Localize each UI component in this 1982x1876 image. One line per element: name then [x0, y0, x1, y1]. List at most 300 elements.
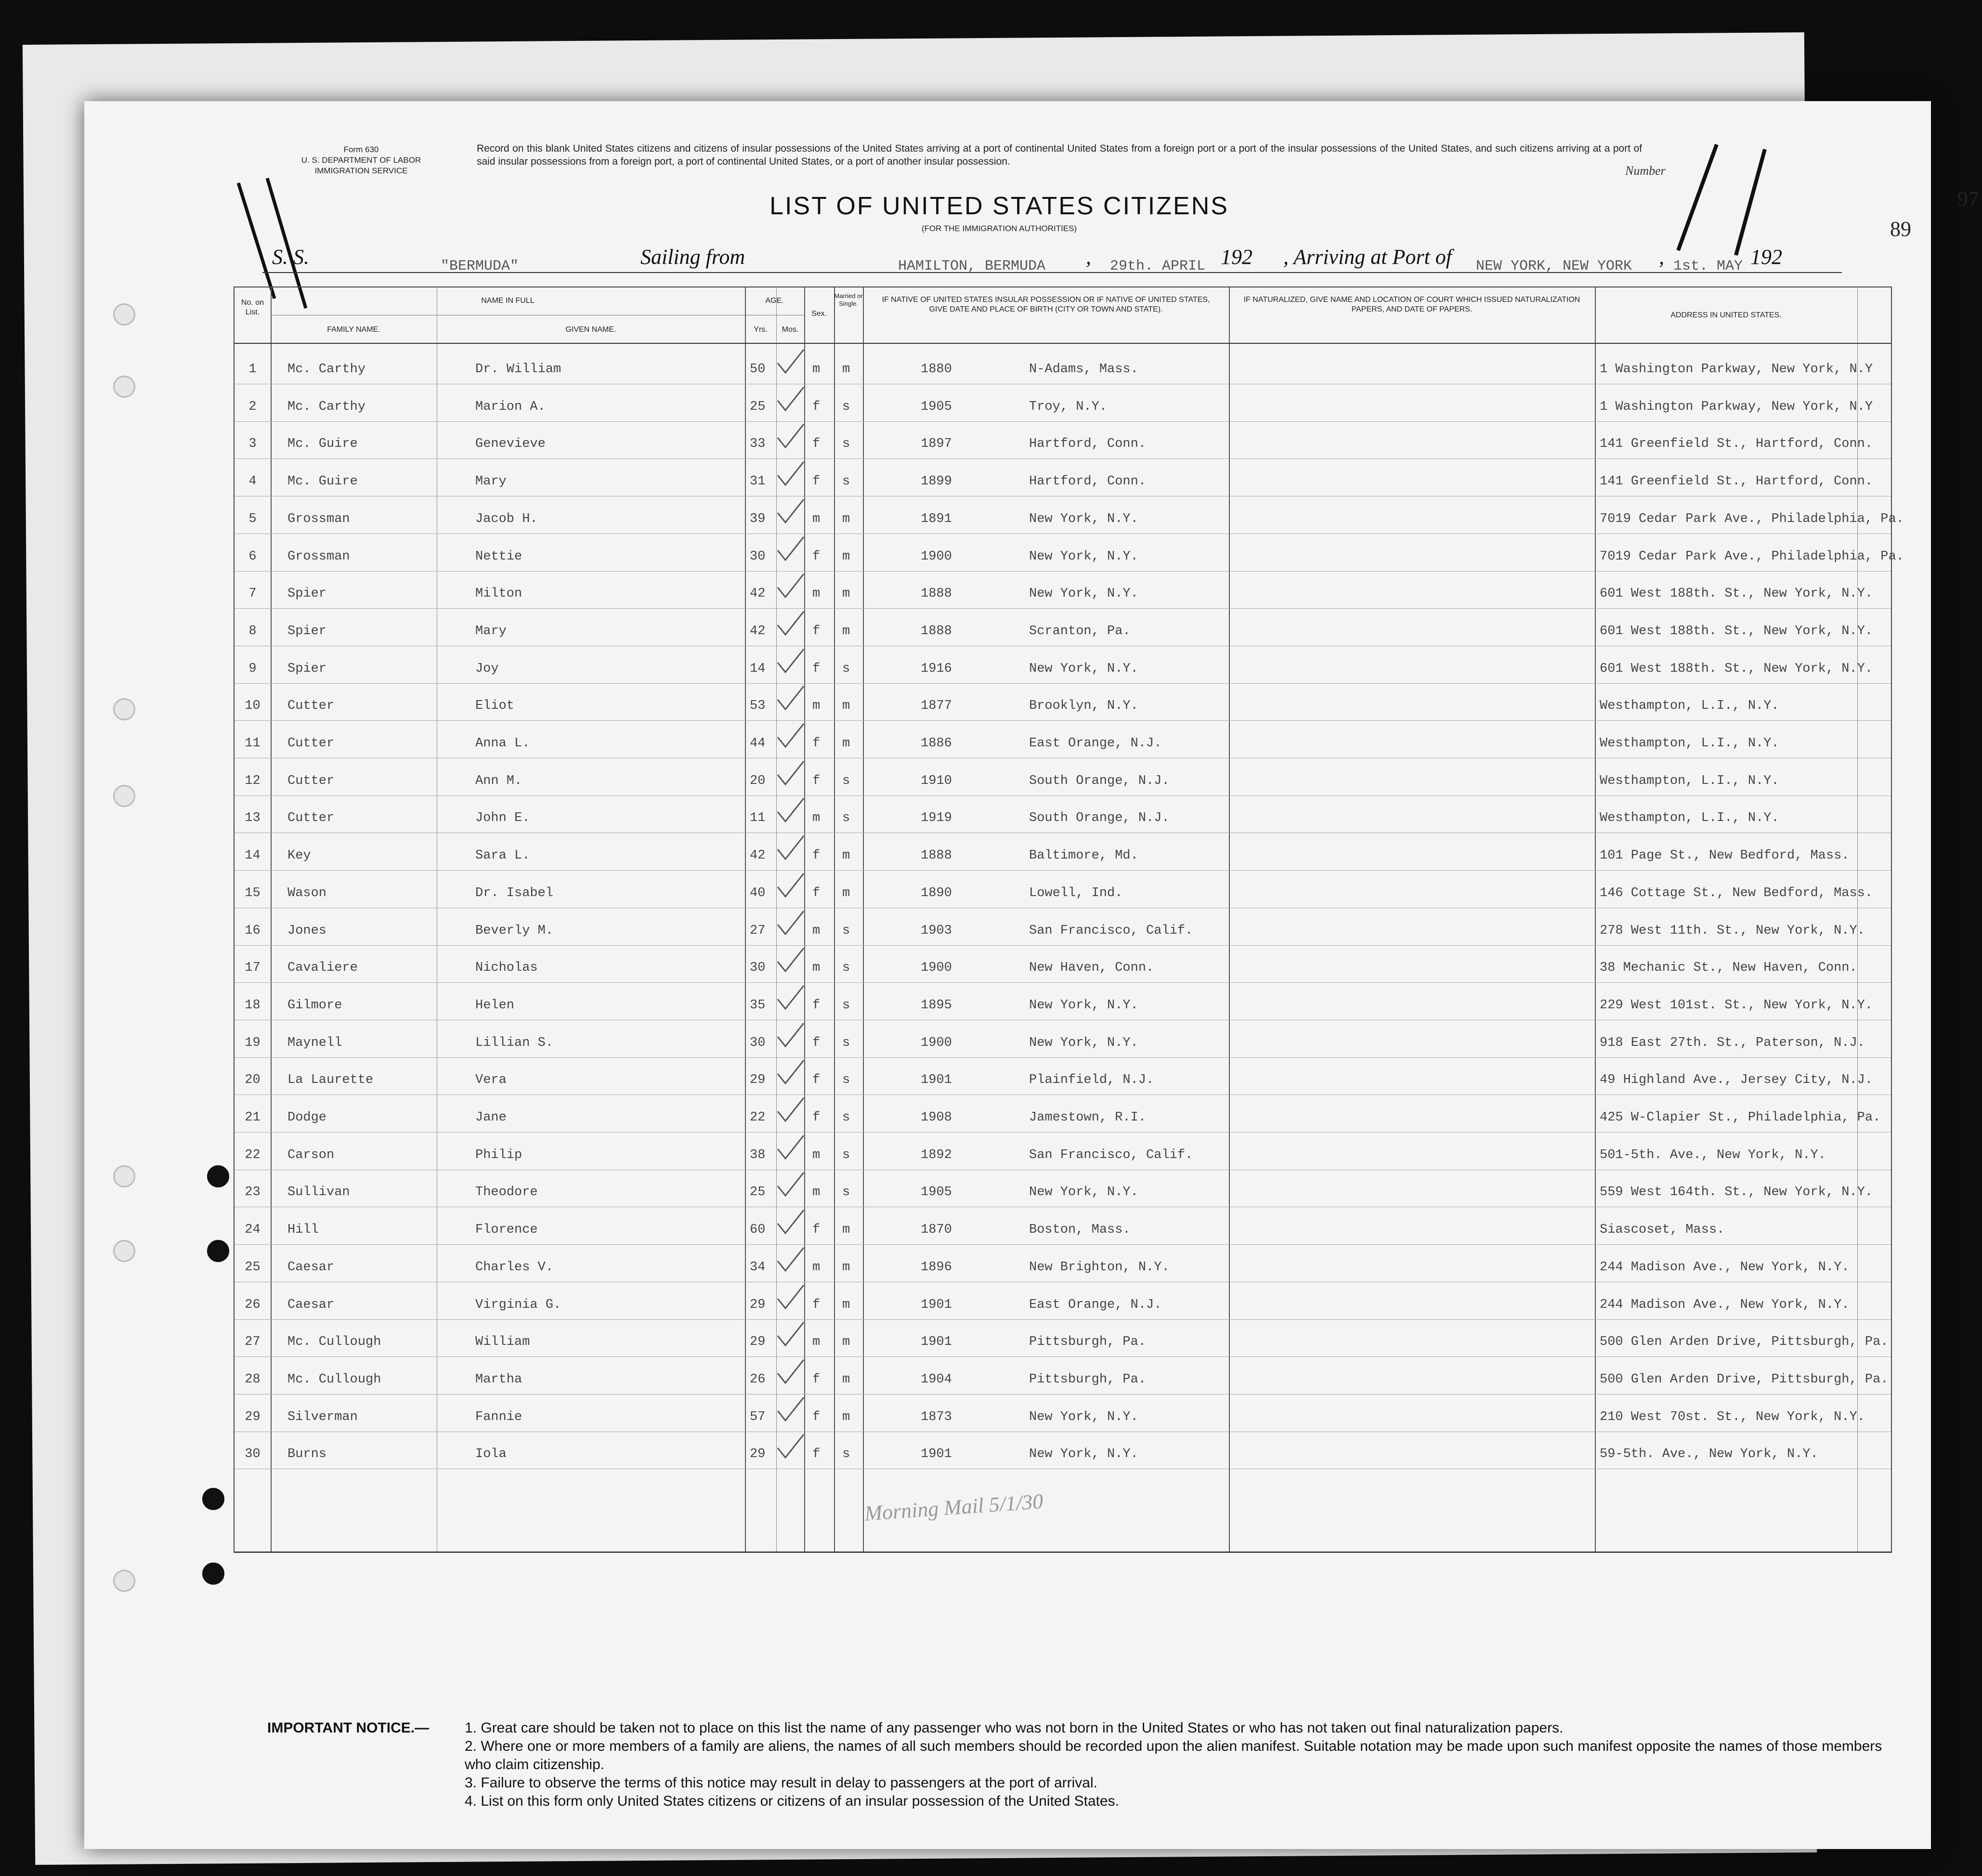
handwritten-eleven-right [1659, 135, 1784, 260]
service-label: IMMIGRATION SERVICE [314, 166, 408, 175]
sex: f [812, 1073, 821, 1088]
given-name: John E. [475, 811, 530, 826]
birth-place: New York, N.Y. [1029, 1185, 1138, 1200]
voyage-underline [262, 272, 1842, 273]
address: 425 W-Clapier St., Philadelphia, Pa. [1600, 1110, 1881, 1125]
check-mark-icon [774, 759, 808, 788]
sex: f [812, 1223, 821, 1238]
row-number: 30 [245, 1447, 261, 1462]
age-years: 29 [750, 1073, 766, 1088]
marital-status: m [842, 1372, 850, 1387]
given-name: Philip [475, 1147, 522, 1162]
form-number: Form 630 [343, 145, 379, 154]
sex: f [812, 736, 821, 751]
marital-status: m [842, 736, 850, 751]
family-name: Cavaliere [287, 961, 358, 976]
marital-status: m [842, 1297, 850, 1312]
passenger-table [234, 287, 1904, 1553]
row-number: 21 [245, 1110, 261, 1125]
check-mark-icon [774, 1058, 808, 1087]
marital-status: s [842, 437, 850, 452]
family-name: Dodge [287, 1110, 327, 1125]
birth-year: 1897 [921, 437, 952, 452]
check-mark-icon [774, 909, 808, 938]
check-mark-icon [774, 535, 808, 564]
notice-item: 1. Great care should be taken not to place on this list the name of any passenger who was not born in the United States or who has not taken out final naturalization papers. [465, 1720, 1564, 1736]
birth-year: 1880 [921, 362, 952, 377]
row-rule [235, 458, 1891, 459]
row-number: 25 [245, 1260, 261, 1275]
col-divider [271, 287, 272, 1551]
row-number: 23 [245, 1185, 261, 1200]
departure-port: HAMILTON, BERMUDA [898, 258, 1046, 274]
marital-status: s [842, 1035, 850, 1050]
departure-date-field [1110, 250, 1205, 279]
sex: m [812, 699, 821, 714]
binder-hole [202, 1488, 224, 1510]
birth-year: 1901 [921, 1447, 952, 1462]
sex: f [812, 1447, 821, 1462]
address: 38 Mechanic St., New Haven, Conn. [1600, 961, 1857, 976]
age-years: 42 [750, 624, 766, 638]
row-number: 28 [245, 1372, 261, 1387]
row-number: 12 [245, 773, 261, 788]
age-years: 33 [750, 437, 766, 452]
sex: f [812, 549, 821, 564]
row-rule [235, 421, 1891, 422]
birth-year: 1900 [921, 961, 952, 976]
header-address: ADDRESS IN UNITED STATES. [1670, 311, 1782, 319]
address: Westhampton, L.I., N.Y. [1600, 736, 1779, 751]
address: 918 East 27th. St., Paterson, N.J. [1600, 1035, 1865, 1050]
check-mark-icon [774, 984, 808, 1013]
row-rule [235, 945, 1891, 946]
given-name: Theodore [475, 1185, 538, 1200]
ship-name: "BERMUDA" [441, 258, 519, 274]
address: 501-5th. Ave., New York, N.Y. [1600, 1147, 1826, 1162]
header-name-in-full: NAME IN FULL [481, 297, 535, 305]
age-years: 29 [750, 1447, 766, 1462]
given-name: Genevieve [475, 437, 546, 452]
given-name: William [475, 1335, 530, 1350]
address: 59-5th. Ave., New York, N.Y. [1600, 1447, 1818, 1462]
check-mark-icon [774, 1433, 808, 1461]
voyage-line [272, 245, 309, 274]
birth-place: Hartford, Conn. [1029, 474, 1147, 489]
sex: m [812, 362, 821, 377]
handwritten-note: Morning Mail 5/1/30 [863, 1489, 1044, 1525]
row-rule [235, 608, 1891, 609]
family-name: Cutter [287, 736, 335, 751]
row-number: 10 [245, 699, 261, 714]
age-years: 57 [750, 1409, 766, 1424]
birth-place: South Orange, N.J. [1029, 811, 1170, 826]
year-field [1221, 245, 1252, 274]
given-name: Anna L. [475, 736, 530, 751]
row-number: 22 [245, 1147, 261, 1162]
marital-status: s [842, 923, 850, 938]
age-years: 50 [750, 362, 766, 377]
row-number: 4 [248, 474, 257, 489]
row-number: 19 [245, 1035, 261, 1050]
age-years: 29 [750, 1297, 766, 1312]
address: 146 Cottage St., New Bedford, Mass. [1600, 886, 1873, 900]
family-name: Burns [287, 1447, 327, 1462]
address: 601 West 188th. St., New York, N.Y. [1600, 624, 1873, 638]
arriving-label: , Arriving at Port of [1283, 245, 1452, 269]
sex: m [812, 586, 821, 601]
arrival-port: NEW YORK, NEW YORK [1476, 258, 1632, 274]
check-mark-icon [774, 834, 808, 863]
row-rule [235, 1057, 1891, 1058]
binder-hole [113, 698, 135, 720]
manifest-page [84, 101, 1979, 1849]
marital-status: m [842, 624, 850, 638]
notice-lead: IMPORTANT NOTICE.— [267, 1720, 430, 1736]
row-number: 2 [248, 399, 257, 414]
birth-year: 1908 [921, 1110, 952, 1125]
age-years: 29 [750, 1335, 766, 1350]
birth-year: 1910 [921, 773, 952, 788]
row-number: 27 [245, 1335, 261, 1350]
year-field-2 [1750, 245, 1782, 274]
marital-status: m [842, 886, 850, 900]
age-years: 30 [750, 549, 766, 564]
marital-status: m [842, 511, 850, 526]
notice-item: 2. Where one or more members of a family are aliens, the names of all such members should be recorded upon the alien manifest. Suitable notation may be made upon such manifest opposite the names of those members who claim citizenship. [465, 1738, 1882, 1772]
form-instructions: Record on this blank United States citizens and citizens of insular possessions of the United States arriving at a port of continental United States from a foreign port or a port of the insular possessions of the United States, and such citizens arriving at a port of said insular possessions from a foreign port, a port of continental United States, or a port of another insular possession. [477, 143, 1642, 167]
birth-place: East Orange, N.J. [1029, 736, 1162, 751]
row-number: 29 [245, 1409, 261, 1424]
birth-place: N-Adams, Mass. [1029, 362, 1138, 377]
address: 601 West 188th. St., New York, N.Y. [1600, 586, 1873, 601]
ship-name-field [441, 250, 519, 279]
age-years: 53 [750, 699, 766, 714]
address: 244 Madison Ave., New York, N.Y. [1600, 1260, 1850, 1275]
given-name: Eliot [475, 699, 515, 714]
marital-status: s [842, 1110, 850, 1125]
sex: f [812, 886, 821, 900]
age-years: 14 [750, 661, 766, 676]
marital-status: m [842, 549, 850, 564]
address: 7019 Cedar Park Ave., Philadelphia, Pa. [1600, 549, 1904, 564]
marital-status: s [842, 474, 850, 489]
birth-place: New York, N.Y. [1029, 511, 1138, 526]
birth-place: New York, N.Y. [1029, 998, 1138, 1013]
row-rule [235, 720, 1891, 721]
family-name: Mc. Guire [287, 437, 358, 452]
family-name: Mc. Carthy [287, 399, 366, 414]
given-name: Charles V. [475, 1260, 554, 1275]
given-name: Ann M. [475, 773, 522, 788]
sex: m [812, 1260, 821, 1275]
family-name: Hill [287, 1223, 319, 1238]
family-name: Carson [287, 1147, 335, 1162]
address: 141 Greenfield St., Hartford, Conn. [1600, 437, 1873, 452]
address: Westhampton, L.I., N.Y. [1600, 811, 1779, 826]
address: 244 Madison Ave., New York, N.Y. [1600, 1297, 1850, 1312]
arrival-port-field [1476, 250, 1632, 279]
birth-year: 1888 [921, 848, 952, 863]
row-number: 15 [245, 886, 261, 900]
col-divider [834, 287, 835, 1551]
check-mark-icon [774, 1358, 808, 1387]
row-rule [235, 683, 1891, 684]
arrival-date: 1st. MAY [1673, 258, 1743, 274]
check-mark-icon [774, 1096, 808, 1125]
sex: m [812, 1335, 821, 1350]
address: 229 West 101st. St., New York, N.Y. [1600, 998, 1873, 1013]
birth-place: Hartford, Conn. [1029, 437, 1147, 452]
family-name: Sullivan [287, 1185, 350, 1200]
family-name: Jones [287, 923, 327, 938]
family-name: Spier [287, 624, 327, 638]
age-years: 38 [750, 1147, 766, 1162]
sex: f [812, 474, 821, 489]
family-name: Mc. Guire [287, 474, 358, 489]
marital-status: m [842, 1223, 850, 1238]
birth-year: 1900 [921, 549, 952, 564]
binder-hole [113, 376, 135, 398]
header-no: No. on List. [241, 299, 264, 316]
check-mark-icon [774, 497, 808, 526]
birth-place: Baltimore, Md. [1029, 848, 1138, 863]
birth-place: New Brighton, N.Y. [1029, 1260, 1170, 1275]
marital-status: s [842, 998, 850, 1013]
page-number-stamp: 89 [1890, 217, 1911, 241]
address: 559 West 164th. St., New York, N.Y. [1600, 1185, 1873, 1200]
birth-place: New York, N.Y. [1029, 586, 1138, 601]
sailing-from-field [640, 245, 745, 274]
birth-year: 1901 [921, 1335, 952, 1350]
binder-hole [113, 1570, 135, 1592]
age-years: 60 [750, 1223, 766, 1238]
age-years: 25 [750, 399, 766, 414]
row-rule [235, 1132, 1891, 1133]
birth-year: 1888 [921, 586, 952, 601]
col-divider [1229, 287, 1230, 1551]
family-name: Wason [287, 886, 327, 900]
marital-status: m [842, 586, 850, 601]
header-given-name: GIVEN NAME. [565, 326, 616, 334]
row-number: 9 [248, 661, 257, 676]
check-mark-icon [774, 684, 808, 713]
check-mark-icon [774, 1021, 808, 1050]
check-mark-icon [774, 610, 808, 638]
birth-place: New York, N.Y. [1029, 549, 1138, 564]
age-years: 40 [750, 886, 766, 900]
notice-item: 4. List on this form only United States citizens or citizens of an insular possession of the United States. [465, 1793, 1120, 1809]
marital-status: s [842, 773, 850, 788]
sex: f [812, 998, 821, 1013]
page-number-top: 97 [1957, 187, 1979, 211]
header-rule [235, 343, 1891, 344]
birth-place: Scranton, Pa. [1029, 624, 1131, 638]
age-years: 30 [750, 961, 766, 976]
sex: m [812, 811, 821, 826]
col-divider [1595, 287, 1596, 1551]
family-name: Cutter [287, 699, 335, 714]
sex: f [812, 661, 821, 676]
row-number: 20 [245, 1073, 261, 1088]
given-name: Dr. William [475, 362, 561, 377]
family-name: Grossman [287, 511, 350, 526]
check-mark-icon [774, 796, 808, 825]
given-name: Marion A. [475, 399, 546, 414]
row-rule [235, 870, 1891, 871]
birth-place: New Haven, Conn. [1029, 961, 1154, 976]
family-name: Mc. Carthy [287, 362, 366, 377]
binder-hole [113, 1240, 135, 1262]
sex: f [812, 399, 821, 414]
binder-hole [113, 303, 135, 326]
header-months: Mos. [782, 326, 799, 334]
header-age: AGE. [765, 297, 784, 305]
given-name: Iola [475, 1447, 507, 1462]
birth-year: 1895 [921, 998, 952, 1013]
given-name: Joy [475, 661, 499, 676]
marital-status: m [842, 699, 850, 714]
row-number: 6 [248, 549, 257, 564]
marital-status: s [842, 1073, 850, 1088]
sex: f [812, 1372, 821, 1387]
marital-status: s [842, 661, 850, 676]
col-divider [745, 287, 746, 1551]
given-name: Martha [475, 1372, 522, 1387]
check-mark-icon [774, 1395, 808, 1424]
address: 141 Greenfield St., Hartford, Conn. [1600, 474, 1873, 489]
birth-place: East Orange, N.J. [1029, 1297, 1162, 1312]
age-years: 26 [750, 1372, 766, 1387]
age-years: 42 [750, 848, 766, 863]
marital-status: m [842, 362, 850, 377]
family-name: Silverman [287, 1409, 358, 1424]
header-sex: Sex. [811, 310, 827, 318]
age-years: 25 [750, 1185, 766, 1200]
address: 278 West 11th. St., New York, N.Y. [1600, 923, 1865, 938]
birth-place: New York, N.Y. [1029, 1447, 1138, 1462]
form-identifier [246, 144, 477, 176]
row-number: 14 [245, 848, 261, 863]
address: 7019 Cedar Park Ave., Philadelphia, Pa. [1600, 511, 1904, 526]
row-number: 1 [248, 362, 257, 377]
age-years: 27 [750, 923, 766, 938]
family-name: Spier [287, 586, 327, 601]
given-name: Vera [475, 1073, 507, 1088]
sailing-label: Sailing from [640, 245, 745, 269]
age-years: 35 [750, 998, 766, 1013]
birth-place: Pittsburgh, Pa. [1029, 1372, 1147, 1387]
sex: f [812, 848, 821, 863]
birth-year: 1892 [921, 1147, 952, 1162]
family-name: Key [287, 848, 311, 863]
departure-port-field [898, 250, 1045, 279]
birth-year: 1896 [921, 1260, 952, 1275]
col-divider [863, 287, 864, 1551]
address: 210 West 70st. St., New York, N.Y. [1600, 1409, 1865, 1424]
check-mark-icon [774, 946, 808, 975]
check-mark-icon [774, 572, 808, 601]
marital-status: s [842, 1185, 850, 1200]
address: 49 Highland Ave., Jersey City, N.J. [1600, 1073, 1873, 1088]
departure-date: 29th. APRIL [1110, 258, 1206, 274]
family-name: La Laurette [287, 1073, 374, 1088]
birth-year: 1919 [921, 811, 952, 826]
age-years: 11 [750, 811, 766, 826]
binder-hole [113, 785, 135, 807]
binder-hole [207, 1240, 229, 1262]
birth-year: 1904 [921, 1372, 952, 1387]
birth-place: New York, N.Y. [1029, 1035, 1138, 1050]
given-name: Jacob H. [475, 511, 538, 526]
birth-year: 1890 [921, 886, 952, 900]
page-title: LIST OF UNITED STATES CITIZENS [769, 192, 1229, 220]
given-name: Virginia G. [475, 1297, 561, 1312]
sex: f [812, 1297, 821, 1312]
row-rule [235, 982, 1891, 983]
age-years: 44 [750, 736, 766, 751]
header-birth: IF NATIVE OF UNITED STATES INSULAR POSSESSION OR IF NATIVE OF UNITED STATES, GIVE DATE AND PLACE OF BIRTH (CITY OR TOWN AND STATE). [882, 296, 1210, 313]
birth-year: 1873 [921, 1409, 952, 1424]
sex: f [812, 1035, 821, 1050]
age-years: 30 [750, 1035, 766, 1050]
given-name: Florence [475, 1223, 538, 1238]
age-years: 42 [750, 586, 766, 601]
age-years: 31 [750, 474, 766, 489]
birth-year: 1877 [921, 699, 952, 714]
given-name: Mary [475, 624, 507, 638]
address: 500 Glen Arden Drive, Pittsburgh, Pa. [1600, 1335, 1889, 1350]
row-number: 26 [245, 1297, 261, 1312]
row-rule [235, 571, 1891, 572]
given-name: Nettie [475, 549, 522, 564]
check-mark-icon [774, 1246, 808, 1275]
row-number: 17 [245, 961, 261, 976]
row-number: 11 [245, 736, 261, 751]
marital-status: s [842, 811, 850, 826]
given-name: Fannie [475, 1409, 522, 1424]
row-number: 5 [248, 511, 257, 526]
family-name: Gilmore [287, 998, 342, 1013]
important-notice [267, 1719, 1904, 1811]
sex: m [812, 1147, 821, 1162]
birth-place: New York, N.Y. [1029, 1409, 1138, 1424]
sex: m [812, 961, 821, 976]
age-years: 22 [750, 1110, 766, 1125]
check-mark-icon [774, 722, 808, 751]
birth-place: South Orange, N.J. [1029, 773, 1170, 788]
sex: m [812, 511, 821, 526]
address: 500 Glen Arden Drive, Pittsburgh, Pa. [1600, 1372, 1889, 1387]
family-name: Cutter [287, 811, 335, 826]
family-name: Mc. Cullough [287, 1335, 381, 1350]
birth-year: 1891 [921, 511, 952, 526]
row-number: 24 [245, 1223, 261, 1238]
age-years: 20 [750, 773, 766, 788]
year-prefix-2: 192 [1750, 245, 1782, 269]
sex: f [812, 773, 821, 788]
birth-place: Boston, Mass. [1029, 1223, 1131, 1238]
row-number: 13 [245, 811, 261, 826]
sex: m [812, 1185, 821, 1200]
given-name: Milton [475, 586, 522, 601]
number-label: Number [1625, 164, 1666, 178]
row-number: 3 [248, 437, 257, 452]
header-family-name: FAMILY NAME. [327, 326, 380, 334]
check-mark-icon [774, 1171, 808, 1199]
age-years: 39 [750, 511, 766, 526]
given-name: Beverly M. [475, 923, 554, 938]
